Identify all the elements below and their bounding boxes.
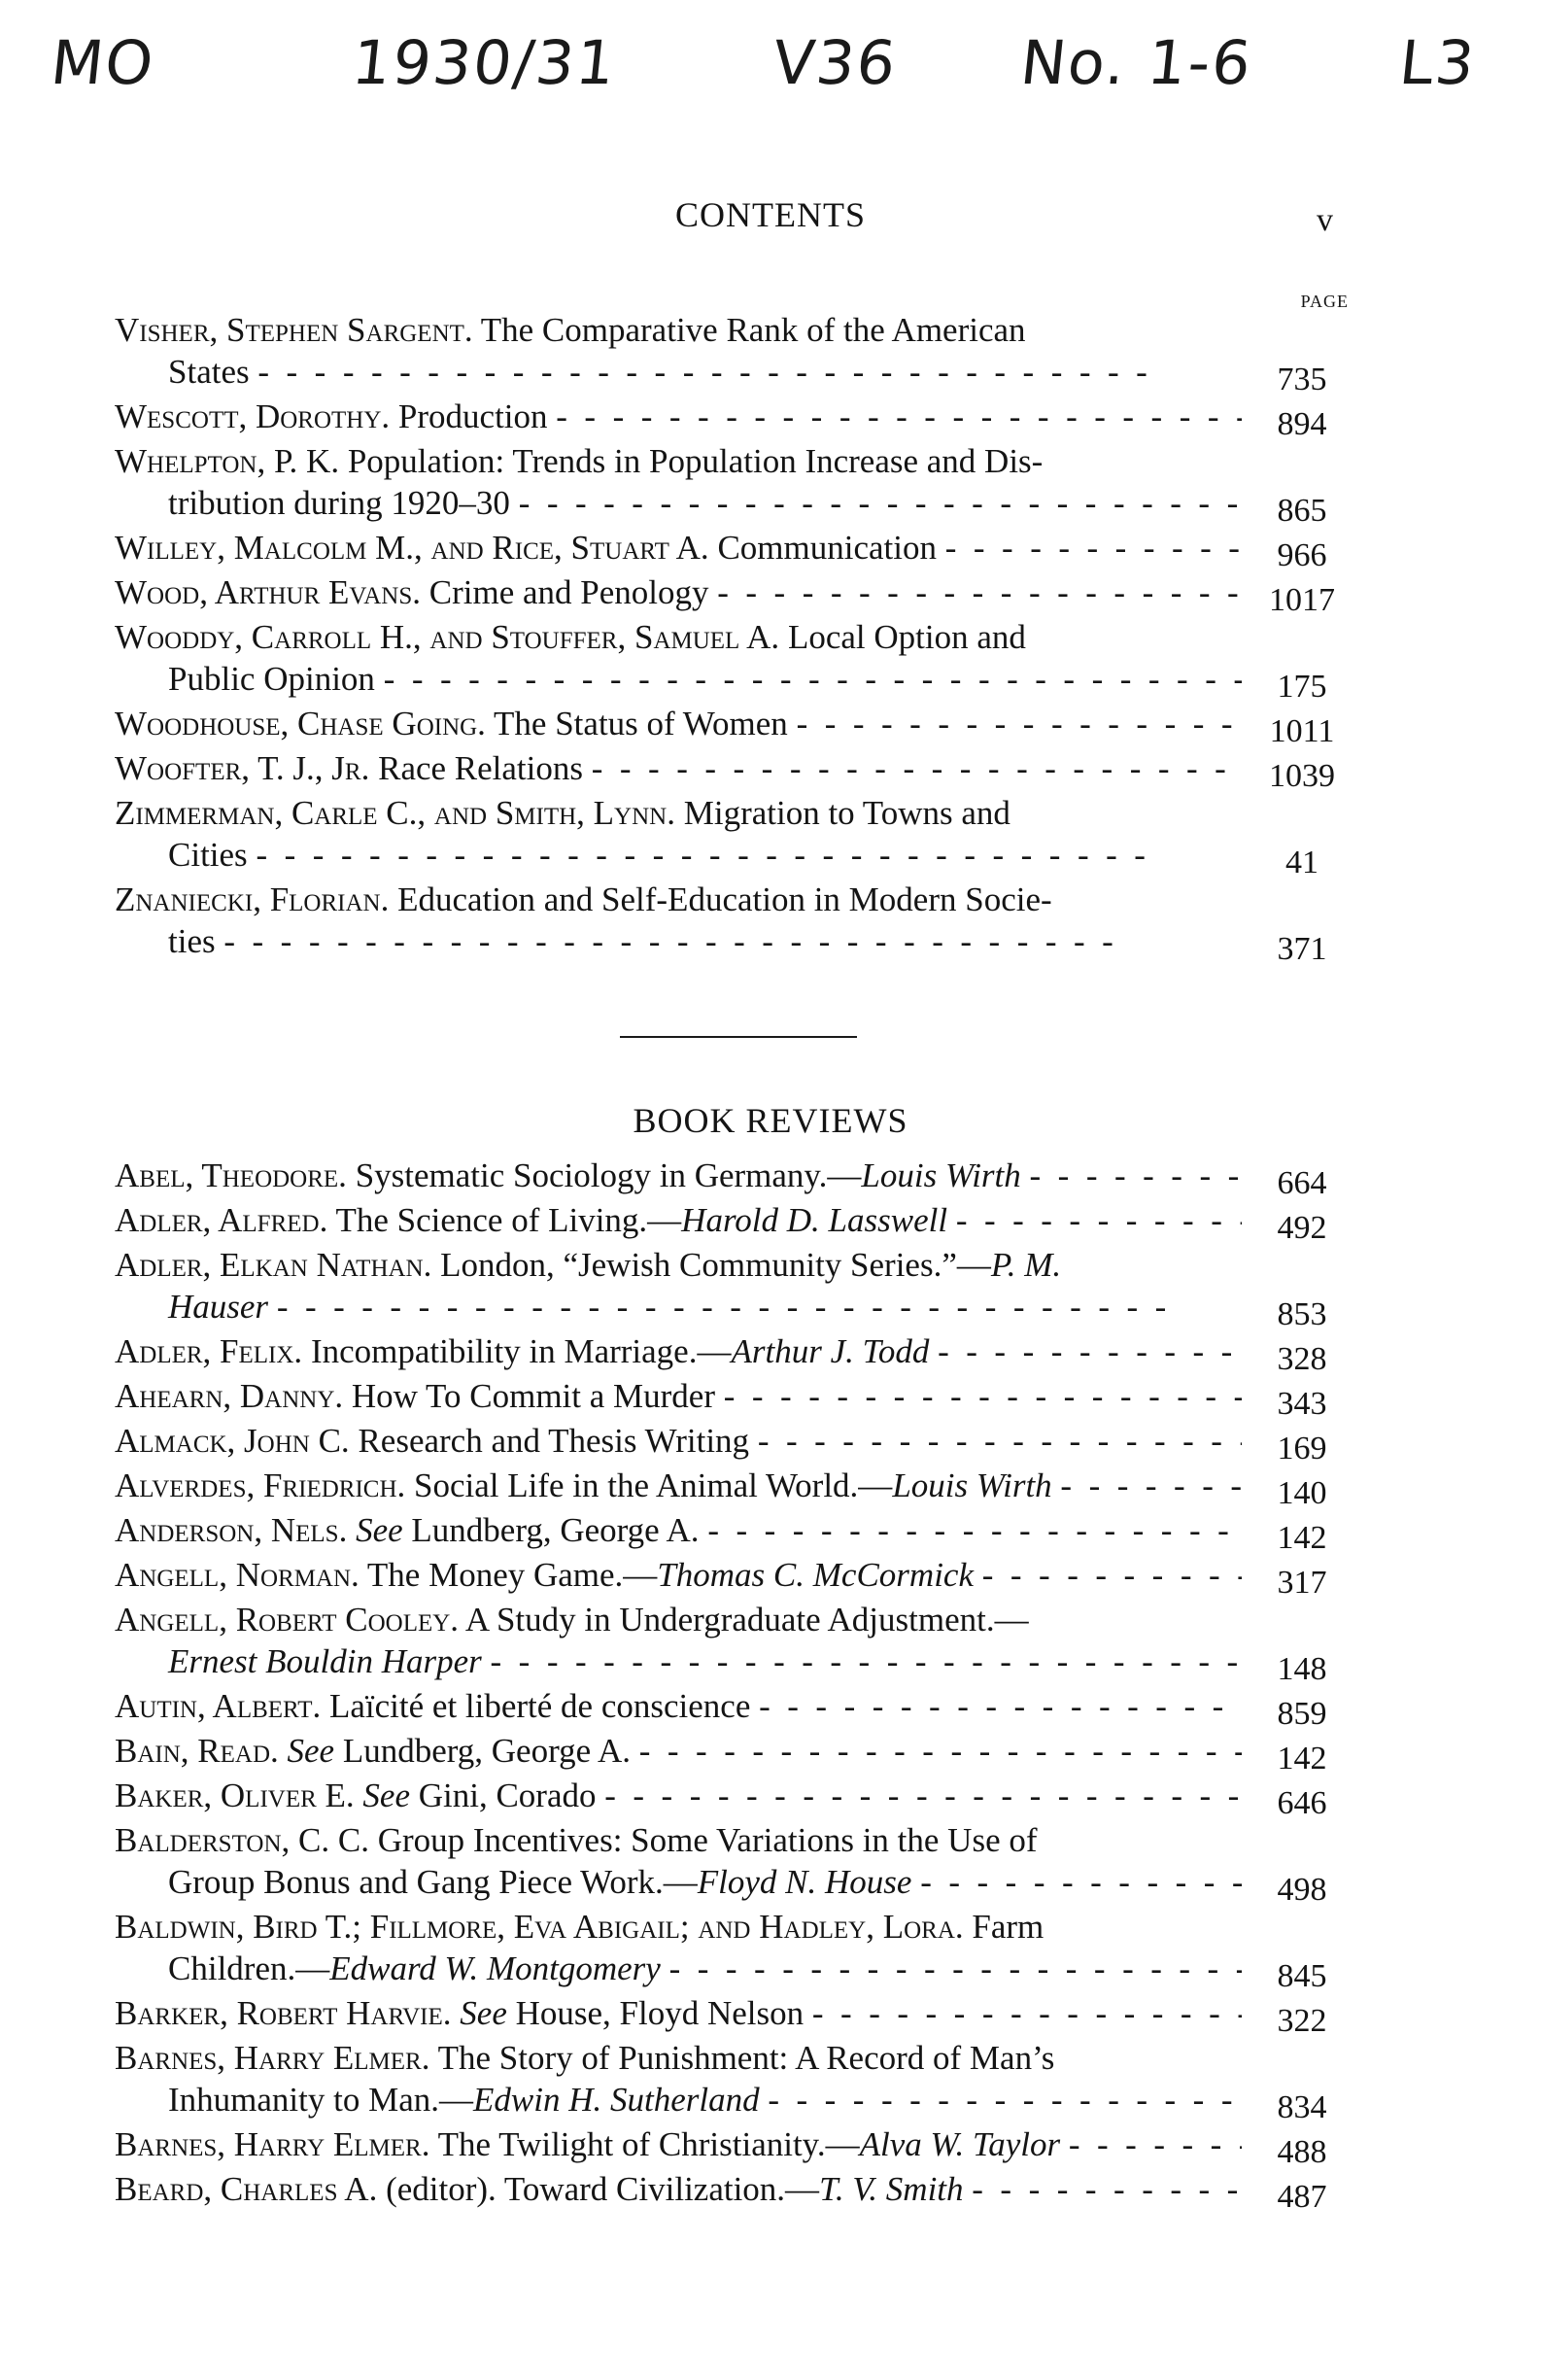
author-name: Wescott, Dorothy. <box>115 397 391 435</box>
dot-leader <box>661 1949 1242 1987</box>
author-name: Autin, Albert. <box>115 1687 322 1725</box>
index-entry <box>115 1599 1349 1687</box>
dot-leader <box>964 2170 1242 2208</box>
page-number: 845 <box>1277 1958 1327 1994</box>
entry-line <box>115 2037 1242 2079</box>
index-entry <box>115 616 1349 705</box>
section-divider <box>620 1036 857 1038</box>
cross-reference-see: See <box>451 1994 507 2032</box>
index-entry <box>115 2037 1349 2125</box>
entry-line <box>115 1861 1242 1903</box>
index-entry <box>115 309 1349 397</box>
author-name: Balderston, C. C. <box>115 1821 369 1859</box>
entry-title: The Money Game.— <box>359 1556 658 1594</box>
index-entry <box>115 1730 1349 1776</box>
author-name: Barker, Robert Harvie. <box>115 1994 452 2032</box>
reviewer-name: Edward W. Montgomery <box>329 1949 661 1987</box>
running-head <box>0 194 1541 243</box>
page-number: 488 <box>1277 2134 1327 2170</box>
index-entry <box>115 1155 1349 1201</box>
author-name: Ahearn, Danny. <box>115 1377 344 1415</box>
index-entry <box>115 1465 1349 1511</box>
page-number: 169 <box>1277 1431 1327 1466</box>
entry-title: The Story of Punishment: A Record of Man’s <box>429 2039 1055 2077</box>
author-name: Beard, Charles A. <box>115 2170 378 2208</box>
entry-line <box>115 1730 1242 1772</box>
entry-line <box>115 616 1242 658</box>
contents-list <box>115 292 1349 967</box>
entry-title: Group Bonus and Gang Piece Work.— <box>168 1863 698 1901</box>
entry-line <box>115 571 1242 613</box>
entry-title: House, Floyd Nelson <box>506 1994 805 2032</box>
entry-title: Public Opinion <box>168 660 375 698</box>
index-entry <box>115 1992 1349 2039</box>
reviewer-name: Edwin H. Sutherland <box>473 2081 760 2119</box>
entry-line <box>115 309 1242 351</box>
entry-line <box>115 2168 1242 2210</box>
dot-leader <box>911 1863 1242 1901</box>
index-entry <box>115 2168 1349 2215</box>
dot-leader <box>709 573 1243 611</box>
author-name: Whelpton, P. K. <box>115 442 340 480</box>
entry-title: Lundberg, George A. <box>334 1732 631 1770</box>
page-number: 371 <box>1277 931 1327 967</box>
index-entry <box>115 1554 1349 1601</box>
dot-leader <box>1021 1156 1242 1194</box>
index-entry <box>115 1685 1349 1732</box>
reviewer-name: T. V. Smith <box>819 2170 964 2208</box>
page-number: 1011 <box>1269 713 1335 749</box>
index-entry <box>115 879 1349 967</box>
reviewer-name: Hauser <box>168 1288 269 1326</box>
dot-leader <box>947 1201 1242 1239</box>
index-entry <box>115 440 1349 529</box>
dot-leader <box>1052 1466 1242 1504</box>
author-name: Angell, Robert Cooley. <box>115 1601 460 1638</box>
handwritten-years: 1930/31 <box>349 27 621 98</box>
entry-line <box>115 658 1242 700</box>
dot-leader <box>250 353 1147 391</box>
handwritten-shelf-mark: L3 <box>1396 27 1480 98</box>
dot-leader <box>1060 2125 1242 2163</box>
index-entry <box>115 1375 1349 1422</box>
handwritten-issues: No. 1-6 <box>1017 27 1256 98</box>
entry-line <box>115 1906 1242 1948</box>
entry-title: Population: Trends in Population Increase and Dis- <box>339 442 1044 480</box>
page-number: 1039 <box>1269 758 1335 794</box>
dot-leader <box>510 484 1242 522</box>
page-number: 894 <box>1277 406 1327 442</box>
index-entry <box>115 747 1349 794</box>
entry-title: Incompatibility in Marriage.— <box>302 1332 732 1370</box>
author-name: Adler, Felix. <box>115 1332 303 1370</box>
author-name: Wood, Arthur Evans. <box>115 573 421 611</box>
author-name: Wooddy, Carroll H., and Stouffer, Samuel A. <box>115 618 780 656</box>
index-entry <box>115 1509 1349 1556</box>
entry-title: How To Commit a Murder <box>343 1377 715 1415</box>
entry-line <box>115 482 1242 524</box>
page-number: 834 <box>1277 2089 1327 2125</box>
dot-leader <box>715 1377 1242 1415</box>
page-number: 664 <box>1277 1165 1327 1201</box>
entry-title: Systematic Sociology in Germany.— <box>346 1156 862 1194</box>
page-number: 735 <box>1277 362 1327 397</box>
author-name: Anderson, Nels. <box>115 1511 348 1549</box>
author-name: Woofter, T. J., Jr. <box>115 749 370 787</box>
index-entry <box>115 1819 1349 1908</box>
dot-leader <box>482 1642 1242 1680</box>
entry-line <box>115 1640 1242 1682</box>
entry-title: The Comparative Rank of the American <box>472 311 1026 349</box>
page-number: 317 <box>1277 1565 1327 1601</box>
entry-line <box>115 2123 1242 2165</box>
dot-leader <box>760 2081 1242 2119</box>
entry-line <box>115 879 1242 920</box>
page-column-label: PAGE <box>1300 292 1349 311</box>
entry-title: The Science of Living.— <box>327 1201 682 1239</box>
page-number: 41 <box>1285 845 1318 880</box>
entry-line <box>115 1948 1242 1989</box>
dot-leader <box>583 749 1242 787</box>
index-entry <box>115 1244 1349 1332</box>
entry-title: Migration to Towns and <box>674 794 1010 832</box>
entry-line <box>115 351 1242 393</box>
author-name: Bain, Read. <box>115 1732 279 1770</box>
dot-leader <box>788 705 1242 742</box>
entry-title: Cities <box>168 836 248 874</box>
dot-leader <box>700 1511 1242 1549</box>
author-name: Znaniecki, Florian. <box>115 880 390 918</box>
reviewer-name: Louis Wirth <box>892 1466 1052 1504</box>
author-name: Baker, Oliver E. <box>115 1776 355 1814</box>
author-name: Barnes, Harry Elmer. <box>115 2039 430 2077</box>
entry-line <box>115 1509 1242 1551</box>
dot-leader <box>631 1732 1242 1770</box>
reviewer-name: Thomas C. McCormick <box>657 1556 974 1594</box>
handwritten-volume: V36 <box>770 27 902 98</box>
page-number: 859 <box>1277 1696 1327 1732</box>
entry-line <box>115 1155 1242 1196</box>
entry-title: Local Option and <box>779 618 1026 656</box>
page-number: 175 <box>1277 669 1327 705</box>
reviewer-name: Arthur J. Todd <box>731 1332 930 1370</box>
handwritten-code: MO <box>48 27 159 98</box>
entry-title: ties <box>168 922 216 960</box>
page-folio: v <box>1317 202 1333 238</box>
dot-leader <box>750 1687 1242 1725</box>
entry-title: States <box>168 353 250 391</box>
cross-reference-see: See <box>347 1511 403 1549</box>
entry-title: Gini, Corado <box>409 1776 597 1814</box>
page-number: 322 <box>1277 2003 1327 2039</box>
entry-title: A Study in Undergraduate Adjustment.— <box>459 1601 1029 1638</box>
entry-title: Crime and Penology <box>421 573 709 611</box>
entry-title: Research and Thesis Writing <box>349 1422 750 1460</box>
reviewer-name: Ernest Bouldin Harper <box>168 1642 482 1680</box>
index-entry <box>115 527 1349 573</box>
index-entry <box>115 792 1349 880</box>
entry-line <box>115 1420 1242 1462</box>
entry-line <box>115 1286 1242 1328</box>
author-name: Adler, Elkan Nathan. <box>115 1246 432 1284</box>
page-number: 492 <box>1277 1210 1327 1246</box>
author-name: Almack, John C. <box>115 1422 350 1460</box>
author-name: Angell, Norman. <box>115 1556 360 1594</box>
index-entry <box>115 1199 1349 1246</box>
reviewer-name: Floyd N. House <box>697 1863 912 1901</box>
page-number: 966 <box>1277 537 1327 573</box>
author-name: Visher, Stephen Sargent. <box>115 311 473 349</box>
entry-line <box>115 1992 1242 2034</box>
entry-title: Race Relations <box>369 749 583 787</box>
book-reviews-list <box>115 1155 1349 2215</box>
index-entry <box>115 1775 1349 1821</box>
entry-line <box>115 1465 1242 1506</box>
reviewer-name: Harold D. Lasswell <box>681 1201 948 1239</box>
entry-title: Education and Self-Education in Modern Socie- <box>389 880 1052 918</box>
index-entry <box>115 703 1349 749</box>
dot-leader <box>375 660 1242 698</box>
book-reviews-heading: BOOK REVIEWS <box>633 1101 908 1140</box>
index-entry <box>115 2123 1349 2170</box>
page-number: 487 <box>1277 2179 1327 2215</box>
author-name: Barnes, Harry Elmer. <box>115 2125 430 2163</box>
entry-line <box>115 1375 1242 1417</box>
entry-line <box>115 1244 1242 1286</box>
contents-entries <box>115 292 1349 967</box>
reviewer-name: P. M. <box>990 1246 1062 1284</box>
entry-title: Production <box>390 397 548 435</box>
entry-title: Social Life in the Animal World.— <box>405 1466 893 1504</box>
book-reviews-entries <box>115 1155 1349 2215</box>
entry-line <box>115 1199 1242 1241</box>
entry-line <box>115 2079 1242 2121</box>
entry-line <box>115 527 1242 569</box>
page-number: 498 <box>1277 1872 1327 1908</box>
entry-line <box>115 1775 1242 1816</box>
dot-leader <box>216 922 1113 960</box>
page-number: 853 <box>1277 1296 1327 1332</box>
page-number: 148 <box>1277 1651 1327 1687</box>
entry-line <box>115 1819 1242 1861</box>
entry-line <box>115 834 1242 876</box>
index-entry <box>115 1330 1349 1377</box>
dot-leader <box>937 529 1242 567</box>
page-number: 343 <box>1277 1386 1327 1422</box>
dot-leader <box>548 397 1242 435</box>
entry-title: Inhumanity to Man.— <box>168 2081 473 2119</box>
dot-leader <box>804 1994 1242 2032</box>
entry-line <box>115 747 1242 789</box>
entry-title: Group Incentives: Some Variations in the Use of <box>368 1821 1038 1859</box>
entry-line <box>115 1685 1242 1727</box>
entry-line <box>115 396 1242 437</box>
entry-line <box>115 440 1242 482</box>
entry-title: Laïcité et liberté de conscience <box>321 1687 751 1725</box>
page-number: 646 <box>1277 1785 1327 1821</box>
page-number: 1017 <box>1269 582 1335 618</box>
dot-leader <box>268 1288 1166 1326</box>
entry-line <box>115 792 1242 834</box>
entry-title: (editor). Toward Civilization.— <box>377 2170 820 2208</box>
entry-line <box>115 920 1242 962</box>
dot-leader <box>749 1422 1242 1460</box>
entry-line <box>115 703 1242 744</box>
entry-title: London, “Jewish Community Series.”— <box>431 1246 991 1284</box>
author-name: Woodhouse, Chase Going. <box>115 705 486 742</box>
entry-title: Communication <box>708 529 937 567</box>
entry-title: tribution during 1920–30 <box>168 484 510 522</box>
author-name: Baldwin, Bird T.; Fillmore, Eva Abigail; and Hadley, Lora. <box>115 1908 964 1946</box>
author-name: Abel, Theodore. <box>115 1156 347 1194</box>
author-name: Zimmerman, Carle C., and Smith, Lynn. <box>115 794 675 832</box>
entry-title: The Twilight of Christianity.— <box>429 2125 860 2163</box>
page-number: 140 <box>1277 1475 1327 1511</box>
entry-line <box>115 1330 1242 1372</box>
index-entry <box>115 1906 1349 1994</box>
entry-title: Lundberg, George A. <box>402 1511 700 1549</box>
page-number: 142 <box>1277 1520 1327 1556</box>
entry-title: The Status of Women <box>485 705 788 742</box>
cross-reference-see: See <box>278 1732 335 1770</box>
index-entry <box>115 571 1349 618</box>
index-entry <box>115 1420 1349 1466</box>
page-title: CONTENTS <box>675 195 866 234</box>
dot-leader <box>974 1556 1242 1594</box>
author-name: Willey, Malcolm M., and Rice, Stuart A. <box>115 529 709 567</box>
entry-line <box>115 1599 1242 1640</box>
author-name: Alverdes, Friedrich. <box>115 1466 406 1504</box>
dot-leader <box>597 1776 1243 1814</box>
author-name: Adler, Alfred. <box>115 1201 328 1239</box>
reviewer-name: Louis Wirth <box>861 1156 1021 1194</box>
reviewer-name: Alva W. Taylor <box>859 2125 1061 2163</box>
index-entry <box>115 396 1349 442</box>
handwritten-annotation <box>34 27 1500 115</box>
page-number: 328 <box>1277 1341 1327 1377</box>
dot-leader <box>248 836 1146 874</box>
cross-reference-see: See <box>354 1776 410 1814</box>
entry-title: Farm <box>963 1908 1044 1946</box>
entry-title: Children.— <box>168 1949 330 1987</box>
page-number: 865 <box>1277 493 1327 529</box>
entry-line <box>115 1554 1242 1596</box>
page-number: 142 <box>1277 1741 1327 1776</box>
dot-leader <box>929 1332 1242 1370</box>
